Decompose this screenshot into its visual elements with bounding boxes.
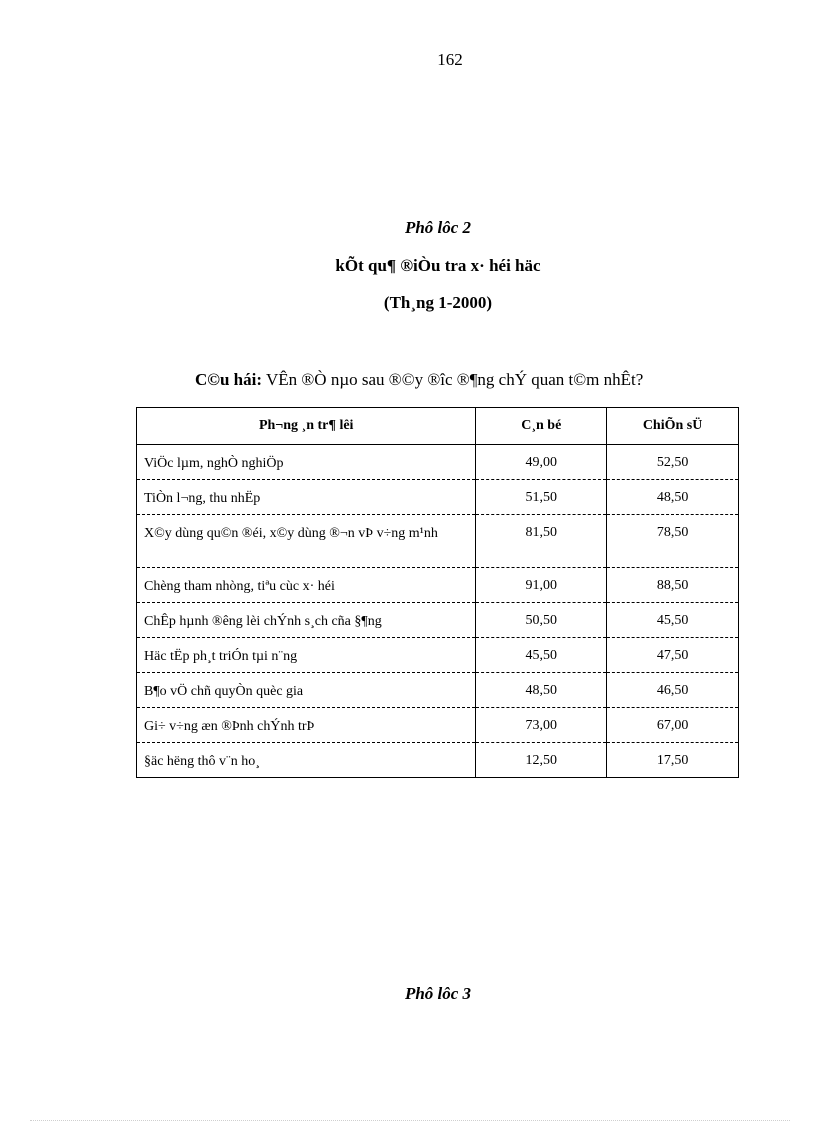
answer-cell: Chèng tham nhòng, tiªu cùc x· héi	[137, 568, 476, 603]
table-row	[137, 638, 739, 673]
chien-si-cell: 48,50	[607, 480, 739, 515]
can-bo-cell: 45,50	[476, 638, 607, 673]
table-row	[137, 445, 739, 480]
page-number: 162	[437, 50, 463, 69]
appendix-2-title: Phô lôc 2	[404, 218, 472, 237]
survey-question	[195, 370, 643, 390]
question-text: VÊn ®Ò nµo sau ®©y ®îc ®¶ng chÝ quan t©m nhÊt?	[262, 370, 644, 389]
question-label: C©u hái:	[195, 370, 263, 389]
chien-si-cell: 78,50	[607, 515, 739, 568]
header-can-bo: C¸n bé	[476, 408, 607, 445]
chien-si-cell: 17,50	[607, 743, 739, 778]
page-bottom-divider	[30, 1120, 790, 1121]
answer-cell: Häc tËp ph¸t triÓn tµi n¨ng	[137, 638, 476, 673]
chien-si-cell: 52,50	[607, 445, 739, 480]
answer-cell: X©y dùng qu©n ®éi, x©y dùng ®¬n vÞ v÷ng m¹nh	[137, 515, 476, 568]
answer-cell: ViÖc lµm, nghÒ nghiÖp	[137, 445, 476, 480]
report-title: kÕt qu¶ ®iÒu tra x· héi häc	[335, 256, 541, 275]
can-bo-cell: 51,50	[476, 480, 607, 515]
survey-results-table	[136, 407, 739, 778]
appendix-3-title: Phô lôc 3	[404, 984, 472, 1003]
answer-cell: Gi÷ v÷ng æn ®Þnh chÝnh trÞ	[137, 708, 476, 743]
chien-si-cell: 47,50	[607, 638, 739, 673]
chien-si-cell: 45,50	[607, 603, 739, 638]
can-bo-cell: 48,50	[476, 673, 607, 708]
chien-si-cell: 88,50	[607, 568, 739, 603]
can-bo-cell: 12,50	[476, 743, 607, 778]
table-row	[137, 603, 739, 638]
chien-si-cell: 46,50	[607, 673, 739, 708]
table-row	[137, 743, 739, 778]
table-header-row	[137, 408, 739, 445]
answer-cell: ChÊp hµnh ®êng lèi chÝnh s¸ch cña §¶ng	[137, 603, 476, 638]
answer-cell: TiÒn l¬ng, thu nhËp	[137, 480, 476, 515]
can-bo-cell: 73,00	[476, 708, 607, 743]
can-bo-cell: 91,00	[476, 568, 607, 603]
answer-cell: §äc hëng thô v¨n ho¸	[137, 743, 476, 778]
table-row	[137, 480, 739, 515]
can-bo-cell: 50,50	[476, 603, 607, 638]
table-row	[137, 515, 739, 568]
table-row	[137, 568, 739, 603]
can-bo-cell: 49,00	[476, 445, 607, 480]
header-chien-si: ChiÕn sÜ	[607, 408, 739, 445]
header-answer: Ph¬ng ¸n tr¶ lêi	[137, 408, 476, 445]
chien-si-cell: 67,00	[607, 708, 739, 743]
answer-cell: B¶o vÖ chñ quyÒn quèc gia	[137, 673, 476, 708]
table-row	[137, 708, 739, 743]
report-period: (Th¸ng 1-2000)	[383, 293, 493, 312]
can-bo-cell: 81,50	[476, 515, 607, 568]
table-row	[137, 673, 739, 708]
